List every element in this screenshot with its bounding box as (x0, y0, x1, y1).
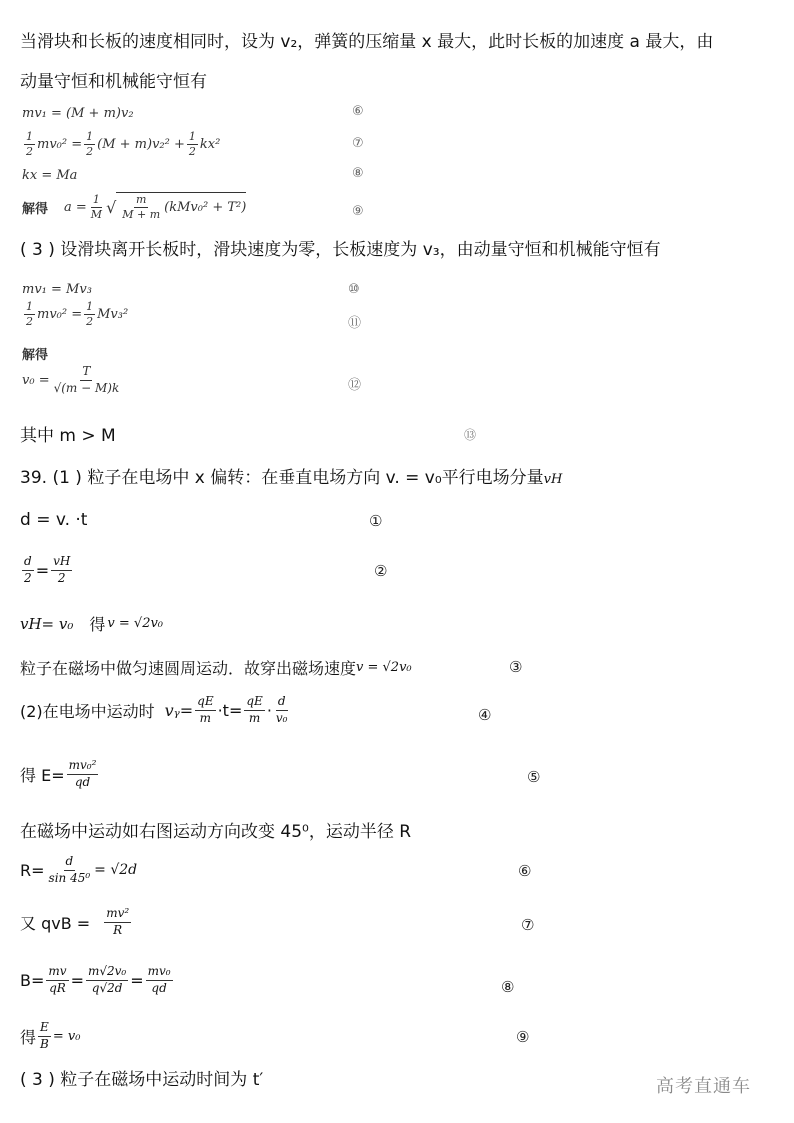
eq-number: ⑩ (348, 282, 360, 297)
eq-number: ⑨ (516, 1028, 530, 1046)
eq-5: 得 E= $\frac{\text{mv₀²}}{qd}$ (20, 758, 97, 789)
eq-number: ⑤ (527, 768, 541, 786)
equation-6: mv₁ = (M + m)v₂ (22, 106, 134, 121)
equation-7: $\frac{1}{2}$ mv₀² = $\frac{1}{2}$ (M + m)v₂² + $\frac{1}{2}$ kx² (26, 130, 221, 159)
magnetic-line: 粒子在磁场中做匀速圆周运动．故穿出磁场速度 v = √2v₀ (20, 659, 412, 678)
eq-number: ⑥ (352, 104, 364, 119)
eq-number: ⑥ (518, 862, 532, 880)
equation-8: kx = Ma (22, 168, 78, 183)
text-line: ( 3 ) 粒子在磁场中运动时间为 t′ (20, 1070, 264, 1090)
q39-title: 39. (1 ) 粒子在电场中 x 偏转：在垂直电场方向 v. = v₀平行电场分量 vH (20, 468, 563, 488)
equation-12: v₀ = $\frac{T}{√(m - M)k}$ (22, 364, 120, 395)
eq-1: d = v. ·t (20, 510, 88, 530)
eq-number: ⑨ (352, 204, 364, 219)
eq-7b: 又 qvB = $\frac{\text{mv²}}{R}$ (20, 906, 130, 937)
text-line: 动量守恒和机械能守恒有 (20, 72, 207, 92)
text-line: 其中 m > M (20, 426, 116, 446)
text-line: 在磁场中运动如右图运动方向改变 45⁰，运动半径 R (20, 822, 412, 842)
eq-2: $\frac{d}{2}$ = $\frac{vH}{2}$ (24, 554, 71, 585)
eq-number: ⑧ (352, 166, 364, 181)
eq-number: ⑦ (521, 916, 535, 934)
eq-6b: R= $\frac{d}{\text{sin 45⁰}}$ = √2d (20, 854, 138, 885)
eq-number: ③ (509, 658, 523, 676)
equation-10: mv₁ = Mv₃ (22, 282, 92, 297)
eq-number: ① (369, 512, 383, 530)
eq-number: ⑪ (348, 316, 362, 331)
eq-8b: B= $\frac{mv}{qR}$ = $\frac{\text{m√2v₀}}{q√2d}$ = $\frac{\text{mv₀}}{qd}$ (20, 964, 171, 995)
eq-number: ⑬ (464, 428, 477, 442)
equation-11: $\frac{1}{2}$ mv₀² = $\frac{1}{2}$ Mv₃² (26, 300, 129, 329)
eq-number: ⑦ (352, 136, 364, 151)
watermark: 高考直通车 (656, 1076, 751, 1097)
eq-number: ④ (478, 706, 492, 724)
eq-number: ⑧ (501, 978, 515, 996)
label-solve: 解得 (22, 348, 49, 363)
text-line: ( 3 ) 设滑块离开长板时，滑块速度为零，长板速度为 v₃，由动量守恒和机械能守恒有 (20, 240, 661, 260)
eq-number: ② (374, 562, 388, 580)
equation-9: 解得 a = $\frac{1}{M}$ √ $\frac{m}{M + m}$ (kMv₀² + T²) (22, 192, 247, 222)
eq-9b: 得 $\frac{E}{B}$ = v₀ (20, 1020, 81, 1051)
eq-3a: vH= v₀ 得 v = √2v₀ (20, 614, 164, 634)
eq-4: (2)在电场中运动时 vᵧ= $\frac{qE}{m}$ ·t= $\frac{qE}{m}$ · $\frac{d}{\text{v₀}}$ (20, 694, 288, 725)
eq-number: ⑫ (348, 378, 362, 393)
text-line: 当滑块和长板的速度相同时，设为 v₂，弹簧的压缩量 x 最大，此时长板的加速度 a 最大，由 (20, 32, 714, 52)
